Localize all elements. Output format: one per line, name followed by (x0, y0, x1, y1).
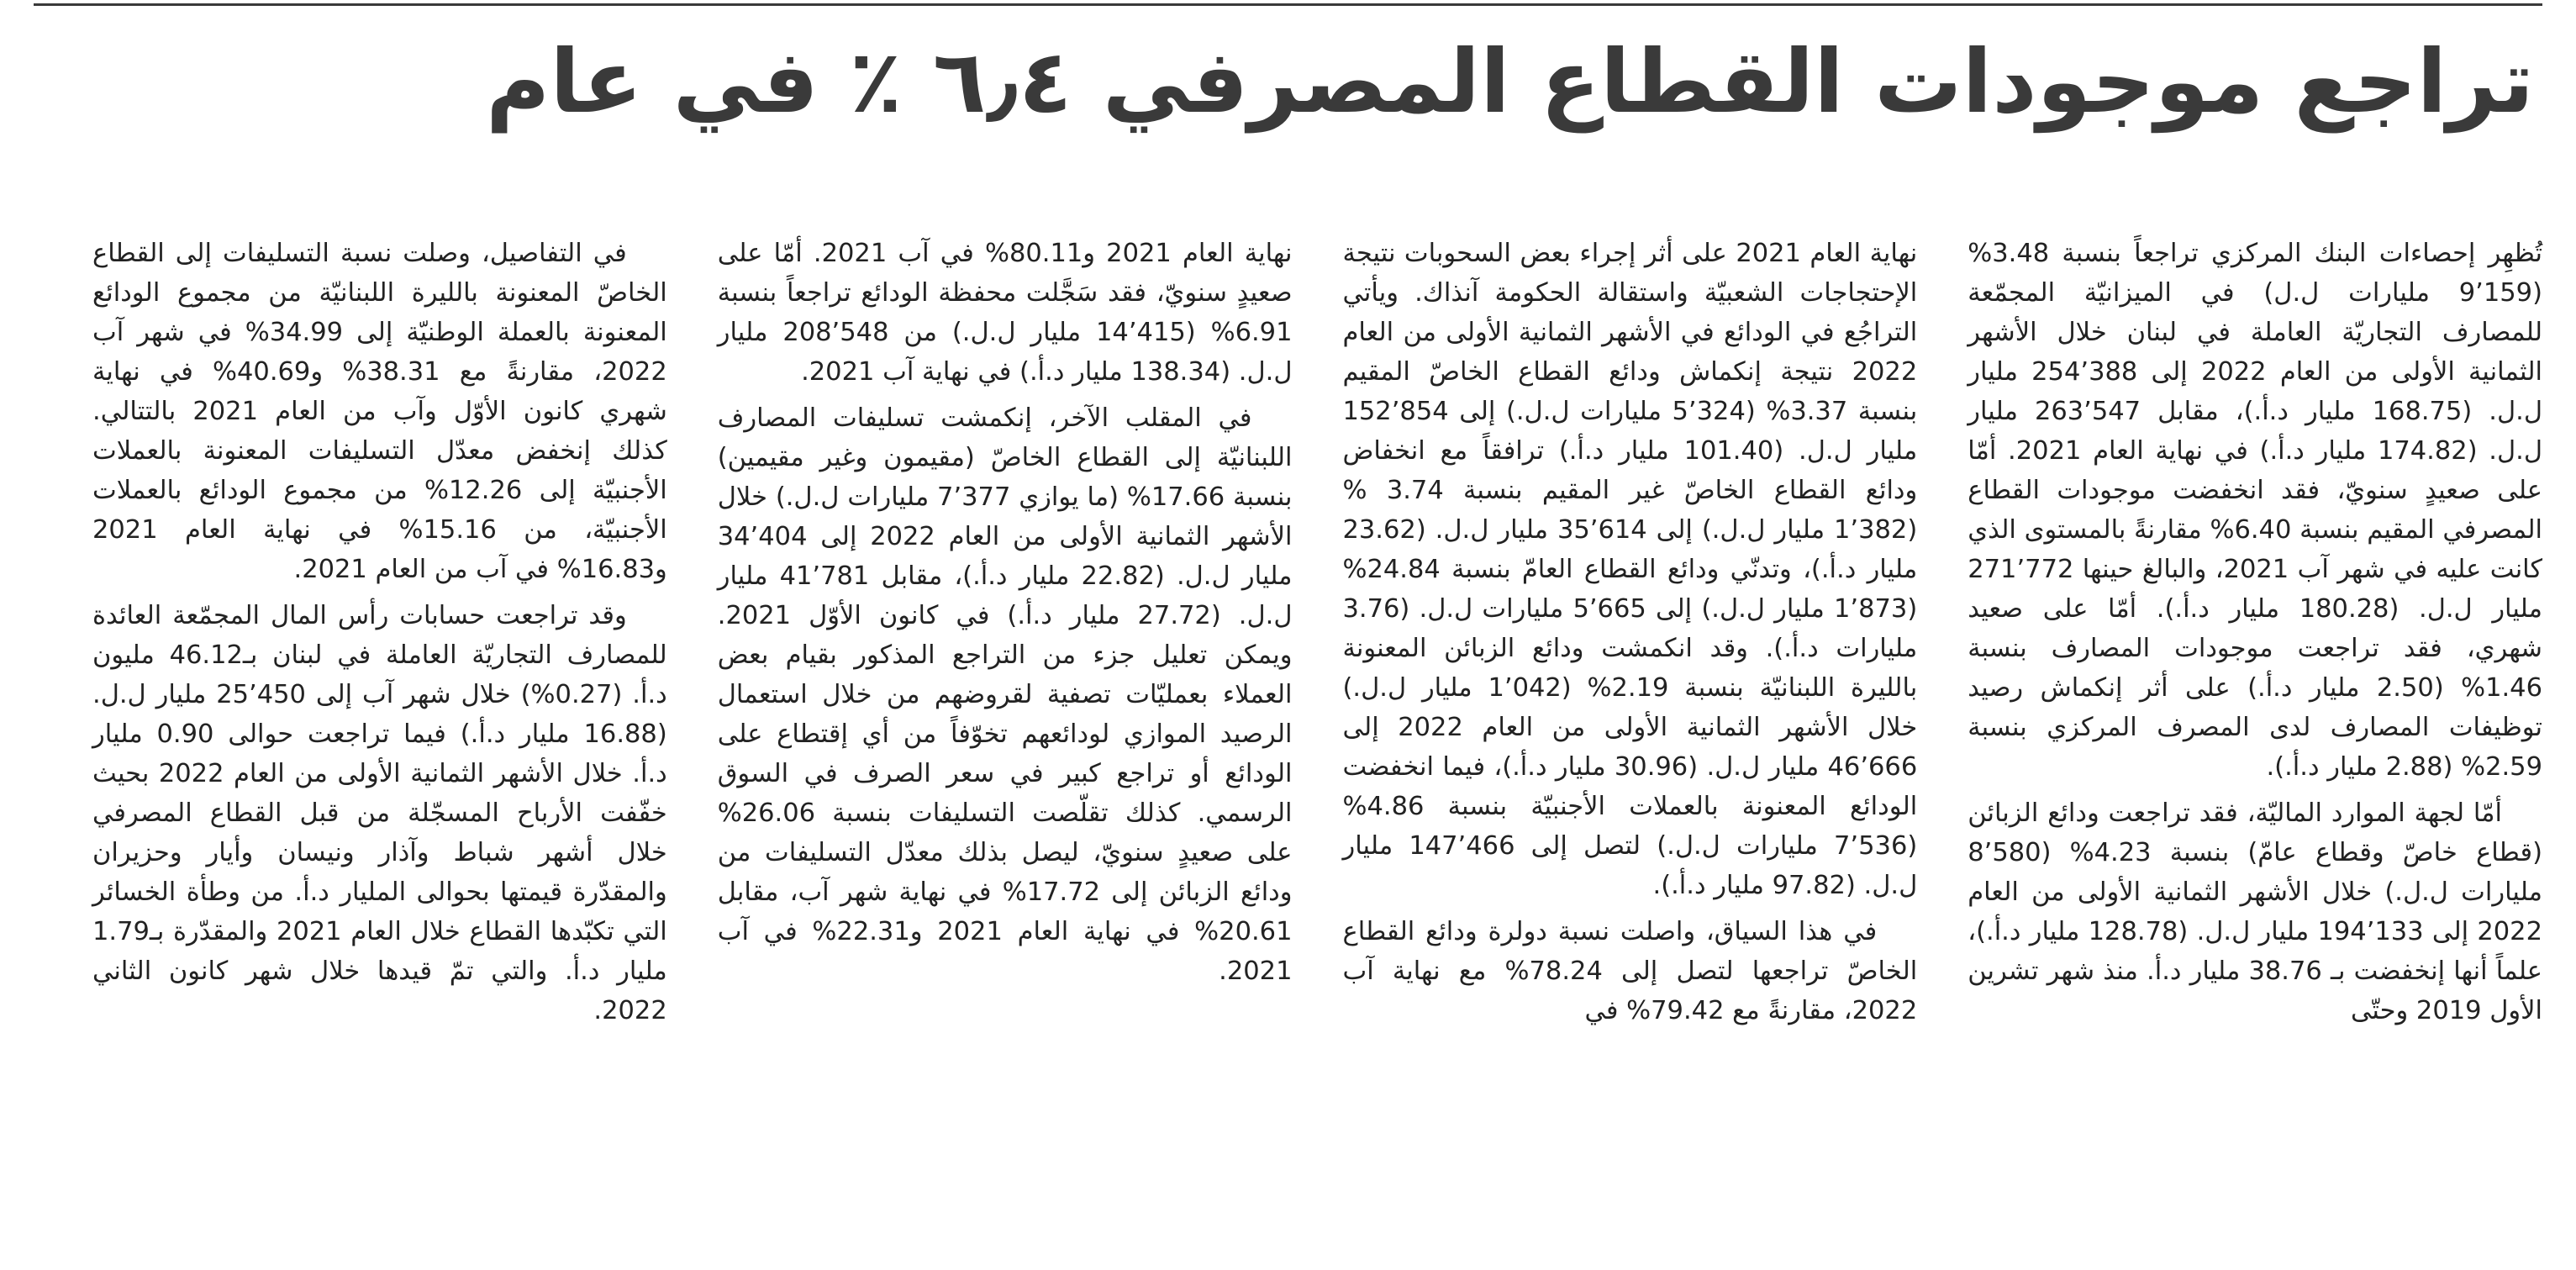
column-3 (718, 234, 1293, 1030)
paragraph: وقد تراجعت حسابات رأس المال المجمّعة العائدة للمصارف التجاريّة العاملة في لبنان بـ46.12 مليون د.أ. (0.27%) خلال شهر آب إلى 25٬450 مليار ل.ل. (16.88 مليار د.أ.) فيما تراجعت حوالى 0.90 مليار د.أ. خلال الأشهر الثمانية الأولى من العام 2022 بحيث خفّفت الأرباح المسجّلة من قبل القطاع المصرفي خلال أشهر شباط وآذار ونيسان وأيار وحزيران والمقدّرة قيمتها بحوالى المليار د.أ. من وطأة الخسائر التي تكبّدها القطاع خلال العام 2021 والمقدّرة بـ1.79 مليار د.أ. والتي تمّ قيدها خلال شهر كانون الثاني 2022. (92, 601, 667, 1025)
paragraph: في التفاصيل، وصلت نسبة التسليفات إلى القطاع الخاصّ المعنونة بالليرة اللبنانيّة من مجموع الودائع المعنونة بالعملة الوطنيّة إلى 34.99% في شهر آب 2022، مقارنةً مع 38.31% و40.69% في نهاية شهري كانون الأوّل وآب من العام 2021 بالتتالي. كذلك إنخفض معدّل التسليفات المعنونة بالعملات الأجنبيّة إلى 12.26% من مجموع الودائع بالعملات الأجنبيّة، من 15.16% في نهاية العام 2021 و16.83% في آب من العام 2021. (92, 239, 667, 584)
top-rule (34, 3, 2542, 6)
paragraph: نهاية العام 2021 على أثر إجراء بعض السحوبات نتيجة الإحتجاجات الشعبيّة واستقالة الحكومة آنذاك. ويأتي التراجُع في الودائع في الأشهر الثمانية الأولى من العام 2022 نتيجة إنكماش ودائع القطاع الخاصّ المقيم بنسبة 3.37% (5٬324 مليارات ل.ل.) إلى 152٬854 مليار ل.ل. (101.40 مليار د.أ.) ترافقاً مع انخفاض ودائع القطاع الخاصّ غير المقيم بنسبة 3.74 % (1٬382 مليار ل.ل.) إلى 35٬614 مليار ل.ل. (23.62 مليار د.أ.)، وتدنّي ودائع القطاع العامّ بنسبة 24.84% (1٬873 مليار ل.ل.) إلى 5٬665 مليارات ل.ل. (3.76 مليارات د.أ.). وقد انكمشت ودائع الزبائن المعنونة بالليرة اللبنانيّة بنسبة 2.19% (1٬042 مليار ل.ل.) خلال الأشهر الثمانية الأولى من العام 2022 إلى 46٬666 مليار ل.ل. (30.96 مليار د.أ.)، فيما انخفضت الودائع المعنونة بالعملات الأجنبيّة بنسبة 4.86% (7٬536 مليارات ل.ل.) لتصل إلى 147٬466 مليار ل.ل. (97.82 مليار د.أ.). (1342, 239, 1918, 900)
paragraph: في المقلب الآخر، إنكمشت تسليفات المصارف اللبنانيّة إلى القطاع الخاصّ (مقيمون وغير مقيمين) بنسبة 17.66% (ما يوازي 7٬377 مليارات ل.ل.) خلال الأشهر الثمانية الأولى من العام 2022 إلى 34٬404 مليار ل.ل. (22.82 مليار د.أ.)، مقابل 41٬781 مليار ل.ل. (27.72 مليار د.أ.) في كانون الأوّل 2021. ويمكن تعليل جزء من التراجع المذكور بقيام بعض العملاء بعمليّات تصفية لقروضهم من خلال استعمال الرصيد الموازي لودائعهم تخوّفاً من أي إقتطاع على الودائع أو تراجع كبير في سعر الصرف في السوق الرسمي. كذلك تقلّصت التسليفات بنسبة 26.06% على صعيدٍ سنويّ، ليصل بذلك معدّل التسليفات من ودائع الزبائن إلى 17.72% في نهاية شهر آب، مقابل 20.61% في نهاية العام 2021 و22.31% في آب 2021. (717, 403, 1293, 986)
paragraph: في هذا السياق، واصلت نسبة دولرة ودائع القطاع الخاصّ تراجعها لتصل إلى 78.24% مع نهاية آب 2022، مقارنةً مع 79.42% في (1342, 917, 1918, 1025)
column-4 (92, 234, 667, 1030)
paragraph: تُظهِر إحصاءات البنك المركزي تراجعاً بنسبة 3.48% (9٬159 مليارات ل.ل) في الميزانيّة المجمّعة للمصارف التجاريّة العاملة في لبنان خلال الأشهر الثمانية الأولى من العام 2022 إلى 254٬388 مليار ل.ل. (168.75 مليار د.أ.)، مقابل 263٬547 مليار ل.ل. (174.82 مليار د.أ.) في نهاية العام 2021. أمّا على صعيدٍ سنويّ، فقد انخفضت موجودات القطاع المصرفي المقيم بنسبة 6.40% مقارنةً بالمستوى الذي كانت عليه في شهر آب 2021، والبالغ حينها 271٬772 مليار ل.ل. (180.28 مليار د.أ.). أمّا على صعيد شهري، فقد تراجعت موجودات المصارف بنسبة 1.46% (2.50 مليار د.أ.) على أثر إنكماش رصيد توظيفات المصارف لدى المصرف المركزي بنسبة 2.59% (2.88 مليار د.أ.). (1968, 239, 2542, 782)
column-2 (1343, 234, 1918, 1030)
paragraph: أمّا لجهة الموارد الماليّة، فقد تراجعت ودائع الزبائن (قطاع خاصّ وقطاع عامّ) بنسبة 4.23% (8٬580 مليارات ل.ل.) خلال الأشهر الثمانية الأولى من العام 2022 إلى 194٬133 مليار ل.ل. (128.78 مليار د.أ.)، علماً أنها إنخفضت بـ 38.76 مليار د.أ. منذ شهر تشرين الأول 2019 وحتّى (1968, 798, 2542, 1025)
headline: تراجع موجودات القطاع المصرفي ٦٫٤ ٪ في عام (486, 30, 2534, 133)
column-1 (1968, 234, 2542, 1030)
paragraph: نهاية العام 2021 و80.11% في آب 2021. أمّا على صعيدٍ سنويّ، فقد سَجَّلت محفظة الودائع تراجعاً بنسبة 6.91% (14٬415 مليار ل.ل.) من 208٬548 مليار ل.ل. (138.34 مليار د.أ.) في نهاية آب 2021. (717, 239, 1293, 387)
article-body (92, 234, 2542, 1030)
